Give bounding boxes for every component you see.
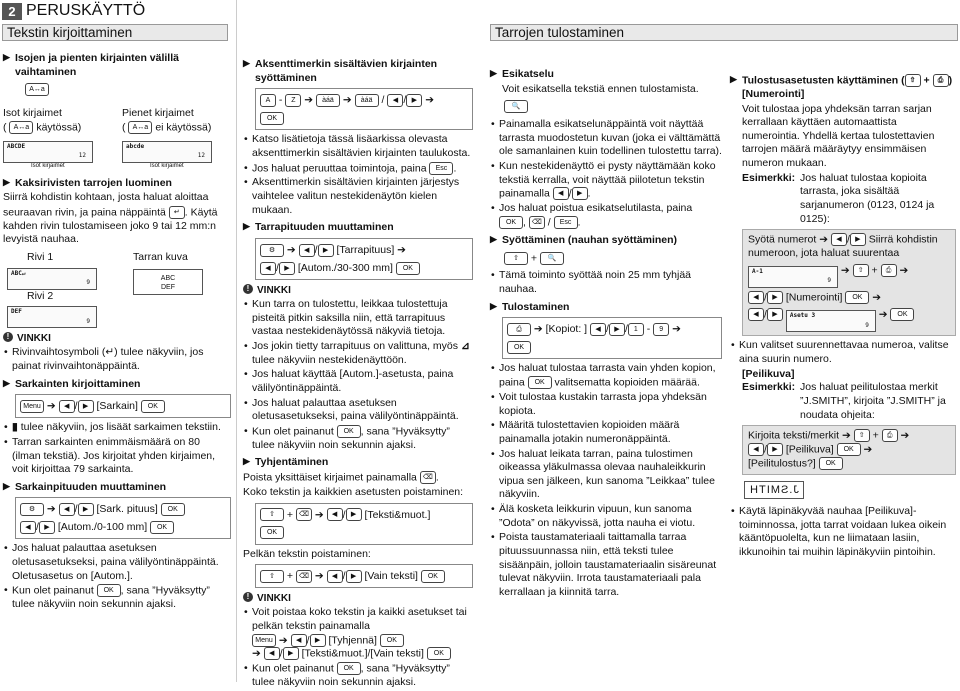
ok-key-icon: OK <box>819 457 843 470</box>
section-title-end: ) <box>948 74 953 87</box>
shift-key-icon: ⇧ <box>504 252 528 265</box>
divider <box>236 0 237 682</box>
preview-key-icon: 🔍 <box>540 252 564 265</box>
tab-keys: Menu ➔ ◀ / ▶ [Sarkain] OK <box>15 394 231 418</box>
print-key-icon: ⎙ <box>933 74 949 87</box>
right-key-icon: ▶ <box>279 262 295 275</box>
print-bullet-1 <box>490 362 722 390</box>
esc-key-icon: Esc <box>554 216 578 229</box>
bullet-text: [Tyhjennä] <box>328 633 377 646</box>
left-key-icon: ◀ <box>590 323 606 336</box>
print-copies-item: [Kopiot: ] <box>545 323 588 336</box>
right-key-icon: ▶ <box>609 323 625 336</box>
note-1: ! VINKKI <box>3 332 231 345</box>
ok-key-icon: OK <box>499 216 523 229</box>
print-bullet-6: • Poista taustamateriaali taittamalla tarraa pituussuunnassa niin, että teksti tulee sisäänpäin, jolloin taustamateriaalin sisäreunat tulevat näkyviin. Irrota taustamateriaali pala kerrallaan ja kiinnitä tarra. <box>490 531 722 599</box>
shift-key-icon: ⇧ <box>905 74 921 87</box>
shift-key-icon: ⇧ <box>854 429 870 442</box>
print-bullet-3: • Määritä tulostettavien kopioiden määrä painamalla jotakin numeronäppäintä. <box>490 419 722 446</box>
caps-title: Isot kirjaimet <box>3 107 62 120</box>
left-key-icon: ◀ <box>20 521 36 534</box>
bullet-text: tulee näkyviin nestekidenäyttöön. <box>252 353 407 366</box>
mirror-title: [Peilikuva] <box>742 367 795 380</box>
lcd-caption: Isot kirjaimet <box>150 162 184 169</box>
clear-text-2: Koko tekstin ja kaikkien asetusten poistaminen: <box>243 485 464 498</box>
tape-title: Tarran kuva <box>133 251 188 264</box>
lcd-caption: Isot kirjaimet <box>31 162 65 169</box>
chapter-number: 2 <box>2 3 22 20</box>
clear-all-keys: ⇧ + ⌫ ➔ ◀ / ▶ [Teksti&muot.] OK <box>255 503 473 545</box>
bullet-text: Jos haluat tulostaa tarrasta vain yhden kopion, paina <box>499 362 716 389</box>
ok-key-icon: OK <box>528 376 552 389</box>
label-length-item: [Tarrapituus] <box>336 244 395 257</box>
column-4 <box>730 70 956 561</box>
note-3-bullet-1: • Voit poistaa koko tekstin ja kaikki asetukset tai pelkän tekstin painamalla Menu ➔ ◀ / ▶ [Tyhjennä] OK ➔ ◀ / ▶ [Teksti&muot.]/[Vain teksti] OK <box>243 606 473 661</box>
ok-key-icon: OK <box>507 341 531 354</box>
left-key-icon: ◀ <box>264 647 280 660</box>
ok-key-icon: OK <box>150 521 174 534</box>
left-key-icon: ◀ <box>748 443 764 456</box>
note-2-bullet-2 <box>243 340 473 367</box>
tape-line-2: DEF <box>161 283 175 291</box>
section-feed: ▶ Syöttäminen (nauhan syöttäminen) <box>490 234 722 248</box>
ok-key-icon: OK <box>380 634 404 647</box>
preview-key-icon: 🔍 <box>504 100 528 113</box>
shift-key-icon: ⇧ <box>260 570 284 583</box>
accent-bullet-1: • Katso lisätietoja tässä lisäarkissa olevasta aksenttimerkin sisältävien kirjainten taulukosta. <box>243 133 473 160</box>
section-clear: ▶ Tyhjentäminen <box>243 456 473 470</box>
left-key-icon: ◀ <box>291 634 307 647</box>
tab-length-bullet-1: • Jos haluat palauttaa asetuksen oletusasetukseksi, paina välilyöntinäppäintä. Oletusasetus on [Autom.]. <box>3 542 231 583</box>
left-key-icon: ◀ <box>327 508 343 521</box>
tab-length-bullet-2 <box>3 584 231 612</box>
mirror-label-image: J.SMITH <box>744 481 804 499</box>
right-key-icon: ▶ <box>850 233 866 246</box>
section-tab-length: ▶ Sarkainpituuden muuttaminen <box>3 481 231 495</box>
length-symbol-icon: ⊿ <box>460 339 470 352</box>
lcd-small <box>122 141 212 163</box>
step-text: [Peilitulostus?] <box>748 457 816 470</box>
print-bullet-2: • Voit tulostaa kustakin tarrasta jopa yhdeksän kopiota. <box>490 391 722 418</box>
accent-bullet-2: • Jos haluat peruuttaa toimintoja, paina Esc . <box>243 162 473 176</box>
step-text: [Numerointi] <box>785 291 843 304</box>
lcd-size: 12 <box>78 151 86 159</box>
preview-bullet-3: • Jos haluat poistua esikatselutilasta, paina OK , ⌫ / Esc . <box>490 202 722 230</box>
mirror-bullet: • Käytä läpinäkyvää nauhaa [Peilikuva]-toiminnossa, jotta tarrat voidaan lukea oikein kääntöpuolelta, kun ne liimataan lasiin, ikkunoihin tai muihin läpinäkyviin pintoihin. <box>730 505 956 560</box>
right-section-bar: Tarrojen tulostaminen <box>490 24 958 41</box>
label-length-value: [Autom./30-300 mm] <box>297 262 393 275</box>
bullet-text: Kun olet painanut <box>252 662 334 675</box>
ok-key-icon: OK <box>427 647 451 660</box>
left-key-icon: ◀ <box>59 503 75 516</box>
row-2-label: Rivi 2 <box>27 289 54 302</box>
right-key-icon: ▶ <box>572 187 588 200</box>
note-3: ! VINKKI <box>243 592 473 605</box>
settings-key-icon: ⚙ <box>20 503 44 516</box>
lcd-size: 9 <box>827 277 831 285</box>
settings-key-icon: ⚙ <box>260 244 284 257</box>
caps-sub: käytössä) <box>36 121 82 134</box>
lcd-text: Asetu 3 <box>789 312 816 320</box>
clear-text-1: Poista yksittäiset kirjaimet painamalla <box>243 471 417 484</box>
section-tab: ▶ Sarkainten kirjoittaminen <box>3 378 231 392</box>
tab-length-value: [Autom./0-100 mm] <box>57 521 148 534</box>
ok-key-icon: OK <box>260 112 284 125</box>
accent-key-icon: àáä <box>316 94 340 107</box>
lcd-size: 12 <box>197 151 205 159</box>
right-key-icon: ▶ <box>767 443 783 456</box>
preview-bullet-1: • Painamalla esikatselunäppäintä voit näyttää tarrasta muodostetun kuvan (joka ei välttämättä ole samanlainen kuin todellinen tulostettu tarra). <box>490 118 722 159</box>
ok-key-icon: OK <box>161 503 185 516</box>
section-case-switch: ▶ Isojen ja pienten kirjainten välillä vaihtaminen <box>3 52 231 79</box>
lcd-row1 <box>7 268 97 290</box>
numbering-title: [Numerointi] <box>742 87 805 100</box>
bullet-text: Kun olet painanut <box>252 425 334 438</box>
right-key-icon: ▶ <box>406 94 422 107</box>
ok-key-icon: OK <box>890 308 914 321</box>
note-2-bullet-4: • Jos haluat palauttaa asetuksen oletusasetukseksi, paina välilyöntinäppäintä. <box>243 397 473 424</box>
ok-key-icon: OK <box>141 400 165 413</box>
lcd-caps <box>3 141 93 163</box>
backspace-key-icon: ⌫ <box>420 471 436 484</box>
accent-keys: A - Z ➔ àáä ➔ àáä / ◀ / ▶ ➔ OK <box>255 88 473 130</box>
bullet-text: Jos jokin tietty tarrapituus on valittuna, myös <box>252 339 459 352</box>
bullet-text: Jos haluat peruuttaa toimintoja, paina <box>252 161 427 174</box>
bullet-text: [Teksti&muot.]/[Vain teksti] <box>301 647 424 660</box>
lcd-size: 9 <box>865 321 869 329</box>
right-key-icon: ▶ <box>767 308 783 321</box>
lcd-row2 <box>7 306 97 328</box>
left-key-icon: ◀ <box>831 233 847 246</box>
lcd-text: abcde <box>126 142 145 150</box>
left-key-icon: ◀ <box>299 244 315 257</box>
shift-key-icon: ⇧ <box>260 508 284 521</box>
bullet-text: , sana ”Hyväksytty” tulee näkyviin noin sekunnin ajaksi. <box>252 425 450 451</box>
ok-key-icon: OK <box>337 662 361 675</box>
print-key-icon: ⎙ <box>882 429 898 442</box>
left-key-icon: ◀ <box>748 291 764 304</box>
example-text: Jos haluat peilitulostaa merkit ”J.SMITH”, kirjoita ”J.SMITH” ja noudata ohjeita: <box>800 381 946 421</box>
left-key-icon: ◀ <box>748 308 764 321</box>
step-text: Syötä numerot <box>748 233 817 246</box>
column-3: ▶ Esikatselu Voit esikatsella tekstiä ennen tulostamista. 🔍 • Painamalla esikatselunäppäintä voit näyttää tarrasta muodostetun kuvan (joka ei välttämättä ole samanlainen kuin todellinen tulostettu tarra). • Kun nestekidenäyttö ei pysty näyttämään koko tekstiä kerralla, voit näyttää piilotetun tekstin painamalla ◀ / ▶ . • Jos haluat poistua esikatselutilasta, paina OK , ⌫ / Esc . ▶ Syöttäminen (nauhan syöttäminen) ⇧ + 🔍 • Tämä toiminto syöttää noin 25 mm tyhjää nauhaa. ▶ Tulostaminen ⎙ ➔ [Kopiot: ] ◀ / ▶ / 1 - 9 ➔ OK • Jos haluat tulostaa tarrasta vain yhden kopion, paina OK valitsematta kopioiden määrää. • Voit tulostaa kustakin tarrasta jopa yhdeksän kopiota. • Määritä tulostettavien kopioiden määrä painamalla jotakin numeronäppäintä. • Jos haluat leikata tarran, paina tulostimen oikeassa yläkulmassa olevaa nauhaleikkurin vipua sen jälkeen, kun sanoma ”Leikkaa” tulee näkyviin. • Älä kosketa leikkurin vipuun, kun sanoma ”Odota” on näkyvissä, jotta nauha ei viotu. • Poista taustamateriaali taittamalla tarraa pituussuunnassa niin, että teksti tulee sisäänpäin, jolloin taustamateriaalin sisäreunat tulevat näkyviin. Irrota taustamateriaali pala kerrallaan ja kiinnitä tarra. <box>490 64 722 601</box>
backspace-key-icon: ⌫ <box>529 216 545 229</box>
preview-bullet-2: • Kun nestekidenäyttö ei pysty näyttämään koko tekstiä kerralla, voit näyttää piilotetun tekstin painamalla ◀ / ▶ . <box>490 160 722 201</box>
clear-text-3: Pelkän tekstin poistaminen: <box>243 547 371 560</box>
section-print: ▶ Tulostaminen <box>490 301 722 315</box>
tab-bullet-1-text: tulee näkyviin, jos lisäät sarkaimen tekstiin. <box>20 421 221 434</box>
lcd-text: ABCDE <box>7 142 26 150</box>
backspace-key-icon: ⌫ <box>296 570 312 583</box>
menu-key-icon: Menu <box>252 634 276 647</box>
menu-key-icon: Menu <box>20 400 44 413</box>
print-bullet-4: • Jos haluat leikata tarran, paina tulostimen oikeassa yläkulmassa olevaa nauhaleikkurin vipua sen jälkeen, kun sanoma ”Leikkaa” tulee näkyviin. <box>490 448 722 503</box>
clear-all-item: [Teksti&muot.] <box>364 508 431 521</box>
note-3-bullet-2 <box>243 662 473 690</box>
right-key-icon: ▶ <box>767 291 783 304</box>
case-key-icon: A↔a <box>25 83 49 96</box>
step-text: Kirjoita teksti/merkit <box>748 429 840 442</box>
left-key-icon: ◀ <box>387 94 403 107</box>
small-sub: ei käytössä) <box>155 121 212 134</box>
case-key-icon: A↔a <box>128 121 152 134</box>
nine-key-icon: 9 <box>653 323 669 336</box>
lcd-text: DEF <box>11 308 22 316</box>
step-text: Siirrä kohdistin numeroon, jota haluat suurentaa <box>748 233 938 260</box>
numbering-bullet: • Kun valitset suurennettavaa numeroa, valitse aina suurin numero. <box>730 339 956 366</box>
bullet-text: valitsematta kopioiden määrää. <box>554 376 700 389</box>
accent-bullet-3: • Aksenttimerkin sisältävien kirjainten järjestys vaihtelee valitun nestekidenäytön kielen mukaan. <box>243 176 473 217</box>
example-label: Esimerkki: <box>742 171 796 184</box>
tape-image <box>133 269 203 295</box>
column-1: ▶ Isojen ja pienten kirjainten välillä vaihtaminen A↔a Isot kirjaimet ( A↔a käytössä) ABCDE 12 Isot kirjaimet Pienet kirjaimet ( A↔a ei käytössä) abcde 12 Isot kirjaimet ▶ Kaksirivisten tarrojen luominen Siirrä kohdistin kohtaan, josta haluat aloittaa seuraavan rivin, ja paina näppäintä ↵ . Käytä kahden rivin tulostamiseen joko 9 tai 12 mm:n levyistä nauhaa. Rivi 1 ABC↵ 9 Rivi 2 DEF 9 Tarran kuva ABC DEF ! VINKKI • Rivinvaihtosymboli (↵) tulee näkyviin, jos painat rivinvaihtonäppäintä. ▶ Sarkainten kirjoittaminen Menu ➔ ◀ / ▶ [Sarkain] OK • ▮ tulee näkyviin, jos lisäät sarkaimen tekstiin. • Tarran sarkainten enimmäismäärä on 80 (ilman tekstiä). Jos kirjoitat yhden kirjaimen, voit kirjoittaa 79 sarkainta. ▶ Sarkainpituuden muuttaminen ⚙ ➔ ◀ / ▶ [Sark. pituus] OK ◀ / ▶ [Autom./0-100 mm] OK • Jos haluat palauttaa asetuksen oletusasetukseksi, paina välilyöntinäppäintä. Oletusasetus on [Autom.]. • Kun olet painanut OK , sana ”Hyväksytty” tulee näkyviin noin sekunnin ajaksi. <box>3 48 231 613</box>
tab-bullet-2: • Tarran sarkainten enimmäismäärä on 80 (ilman tekstiä). Jos kirjoitat yhden kirjaimen, voit kirjoittaa 79 sarkainta. <box>3 436 231 477</box>
print-bullet-5: • Älä kosketa leikkurin vipuun, kun sanoma ”Odota” on näkyvissä, jotta nauha ei viotu. <box>490 503 722 530</box>
lcd-text: A-1 <box>752 268 763 276</box>
note-1-text: • Rivinvaihtosymboli (↵) tulee näkyviin, jos painat rivinvaihtonäppäintä. <box>3 346 231 373</box>
ok-key-icon: OK <box>396 262 420 275</box>
bullet-text: , sana ”Hyväksytty” tulee näkyviin noin sekunnin ajaksi. <box>12 584 210 611</box>
small-title: Pienet kirjaimet <box>122 107 194 120</box>
right-key-icon: ▶ <box>346 508 362 521</box>
lcd-size: 9 <box>86 317 90 325</box>
label-length-keys: ⚙ ➔ ◀ / ▶ [Tarrapituus] ➔ ◀ / ▶ [Autom./30-300 mm] OK <box>255 238 473 280</box>
accent-key-icon: àáä <box>355 94 379 107</box>
page-header <box>0 0 960 22</box>
note-2-bullet-3: • Jos haluat käyttää [Autom.]-asetusta, paina välilyöntinäppäintä. <box>243 368 473 395</box>
tab-menu-item: [Sarkain] <box>96 400 138 413</box>
two-lines-text-1: Siirrä kohdistin kohtaan, josta haluat aloittaa <box>3 191 209 204</box>
left-key-icon: ◀ <box>260 262 276 275</box>
right-key-icon: ▶ <box>283 647 299 660</box>
step-text: [Peilikuva] <box>785 443 834 456</box>
bullet-text: Jos haluat poistua esikatselutilasta, paina <box>499 202 693 215</box>
lcd-text: ABC↵ <box>11 269 26 277</box>
shift-key-icon: ⇧ <box>853 264 869 277</box>
lcd-size: 9 <box>86 278 90 286</box>
enter-key-icon: ↵ <box>169 206 185 219</box>
section-print-options: ▶ Tulostusasetusten käyttäminen ( ⇧ + ⎙ ) <box>730 74 956 88</box>
right-key-icon: ▶ <box>318 244 334 257</box>
chapter-title: PERUSKÄYTTÖ <box>26 2 146 19</box>
two-lines-text-3: . Käytä kahden rivin tulostamiseen joko 9 tai 12 mm:n levyistä nauhaa. <box>3 206 218 246</box>
ok-key-icon: OK <box>421 570 445 583</box>
left-key-icon: ◀ <box>327 570 343 583</box>
ok-key-icon: OK <box>260 526 284 539</box>
tab-length-item: [Sark. pituus] <box>96 503 158 516</box>
tape-line-1: ABC <box>160 274 176 282</box>
right-key-icon: ▶ <box>78 503 94 516</box>
example-text: Jos haluat tulostaa kopioita tarrasta, joka sisältää sarjanumeron (0123, 0124 ja 0125): <box>800 171 935 225</box>
tab-bullet-1 <box>3 421 231 435</box>
print-keys: ⎙ ➔ [Kopiot: ] ◀ / ▶ / 1 - 9 ➔ OK <box>502 317 722 359</box>
left-key-icon: ◀ <box>59 400 75 413</box>
note-2-bullet-5 <box>243 425 473 453</box>
clear-text-item: [Vain teksti] <box>364 570 418 583</box>
row-1-label: Rivi 1 <box>27 251 54 264</box>
example-label: Esimerkki: <box>742 381 796 394</box>
numbering-steps: Syötä numerot ➔ ◀ / ▶ Siirrä kohdistin numeroon, jota haluat suurentaa A-1 9 ➔ ⇧ + ⎙ ➔ ◀ / ▶ [Numerointi] OK ➔ ◀ / ▶ Asetu 3 9 ➔ OK <box>742 229 956 336</box>
right-key-icon: ▶ <box>39 521 55 534</box>
clear-text-keys: ⇧ + ⌫ ➔ ◀ / ▶ [Vain teksti] OK <box>255 564 473 588</box>
mirror-steps: Kirjoita teksti/merkit ➔ ⇧ + ⎙ ➔ ◀ / ▶ [Peilikuva] OK ➔ [Peilitulostus?] OK <box>742 425 956 475</box>
bullet-text: Kun nestekidenäyttö ei pysty näyttämään koko tekstiä kerralla, voit näyttää piilotetun tekstin painamalla <box>499 160 716 200</box>
left-section-bar: Tekstin kirjoittaminen <box>2 24 228 41</box>
bullet-text: Voit poistaa koko tekstin ja kaikki asetukset tai pelkän tekstin painamalla <box>252 606 467 632</box>
tab-symbol-icon: ▮ <box>12 421 18 434</box>
numbering-text: Voit tulostaa jopa yhdeksän tarran sarjan kerrallaan käyttäen automaattista numerointia. Yhdellä kertaa tulostettavien tarrojen määrä määräytyy ensimmäisen numeron mukaan. <box>742 102 935 170</box>
print-key-icon: ⎙ <box>881 264 897 277</box>
section-title-text: Tulostusasetusten käyttäminen ( <box>742 74 905 87</box>
note-2: ! VINKKI <box>243 284 473 297</box>
esc-key-icon: Esc <box>429 162 453 175</box>
right-key-icon: ▶ <box>346 570 362 583</box>
a-key-icon: A <box>260 94 276 107</box>
section-preview: ▶ Esikatselu <box>490 68 722 82</box>
section-accent: ▶ Aksenttimerkin sisältävien kirjainten syöttäminen <box>243 58 473 85</box>
right-key-icon: ▶ <box>310 634 326 647</box>
print-key-icon: ⎙ <box>507 323 531 336</box>
bullet-text: Kun olet painanut <box>12 584 94 597</box>
left-key-icon: ◀ <box>553 187 569 200</box>
lcd-number <box>748 266 838 288</box>
backspace-key-icon: ⌫ <box>296 508 312 521</box>
ok-key-icon: OK <box>337 425 361 438</box>
feed-bullet-1: • Tämä toiminto syöttää noin 25 mm tyhjää nauhaa. <box>490 269 722 296</box>
note-2-bullet-1: • Kun tarra on tulostettu, leikkaa tulostettuja pisteitä pitkin saksilla niin, että tarrapituus vastaa nestekidenäytössä näkyviä tietoja. <box>243 298 473 339</box>
right-key-icon: ▶ <box>78 400 94 413</box>
column-2: ▶ Aksenttimerkin sisältävien kirjainten syöttäminen A - Z ➔ àáä ➔ àáä / ◀ / ▶ ➔ OK • Katso lisätietoja tässä lisäarkissa olevasta aksenttimerkin sisältävien kirjainten taulukosta. • Jos haluat peruuttaa toimintoja, paina Esc . • Aksenttimerkin sisältävien kirjainten järjestys vaihtelee valitun nestekidenäytön kielen mukaan. ▶ Tarrapituuden muuttaminen ⚙ ➔ ◀ / ▶ [Tarrapituus] ➔ ◀ / ▶ [Autom./30-300 mm] OK ! VINKKI • Kun tarra on tulostettu, leikkaa tulostettuja pisteitä pitkin saksilla niin, että tarrapituus vastaa nestekidenäytössä näkyviä tietoja. • Jos jokin tietty tarrapituus on valittuna, myös ⊿ tulee näkyviin nestekidenäyttöön. • Jos haluat käyttää [Autom.]-asetusta, paina välilyöntinäppäintä. • Jos haluat palauttaa asetuksen oletusasetukseksi, paina välilyöntinäppäintä. • Kun olet painanut OK , sana ”Hyväksytty” tulee näkyviin noin sekunnin ajaksi. ▶ Tyhjentäminen Poista yksittäiset kirjaimet painamalla ⌫ . Koko tekstin ja kaikkien asetusten poistaminen: ⇧ + ⌫ ➔ ◀ / ▶ [Teksti&muot.] OK Pelkän tekstin poistaminen: ⇧ + ⌫ ➔ ◀ / ▶ [Vain teksti] OK ! VINKKI • Voit poistaa koko tekstin ja kaikki asetukset tai pelkän tekstin painamalla Menu ➔ ◀ / ▶ [Tyhjennä] OK ➔ ◀ / ▶ [Teksti&muot.]/[Vain teksti] OK • Kun olet painanut OK , sana ”Hyväksytty” tulee näkyviin noin sekunnin ajaksi. <box>243 54 473 691</box>
section-label-length: ▶ Tarrapituuden muuttaminen <box>243 221 473 235</box>
ok-key-icon: OK <box>845 291 869 304</box>
two-lines-text-2: seuraavan rivin, ja paina näppäintä <box>3 206 166 219</box>
case-key-icon: A↔a <box>9 121 33 134</box>
section-two-lines: ▶ Kaksirivisten tarrojen luominen <box>3 177 231 191</box>
ok-key-icon: OK <box>97 584 121 597</box>
bullet-text: , sana ”Hyväksytty” tulee näkyviin noin sekunnin ajaksi. <box>252 662 450 689</box>
lcd-count <box>786 310 876 332</box>
z-key-icon: Z <box>285 94 301 107</box>
ok-key-icon: OK <box>837 443 861 456</box>
one-key-icon: 1 <box>628 323 644 336</box>
tab-length-keys: ⚙ ➔ ◀ / ▶ [Sark. pituus] OK ◀ / ▶ [Autom./0-100 mm] OK <box>15 497 231 539</box>
preview-text: Voit esikatsella tekstiä ennen tulostamista. <box>502 82 699 95</box>
